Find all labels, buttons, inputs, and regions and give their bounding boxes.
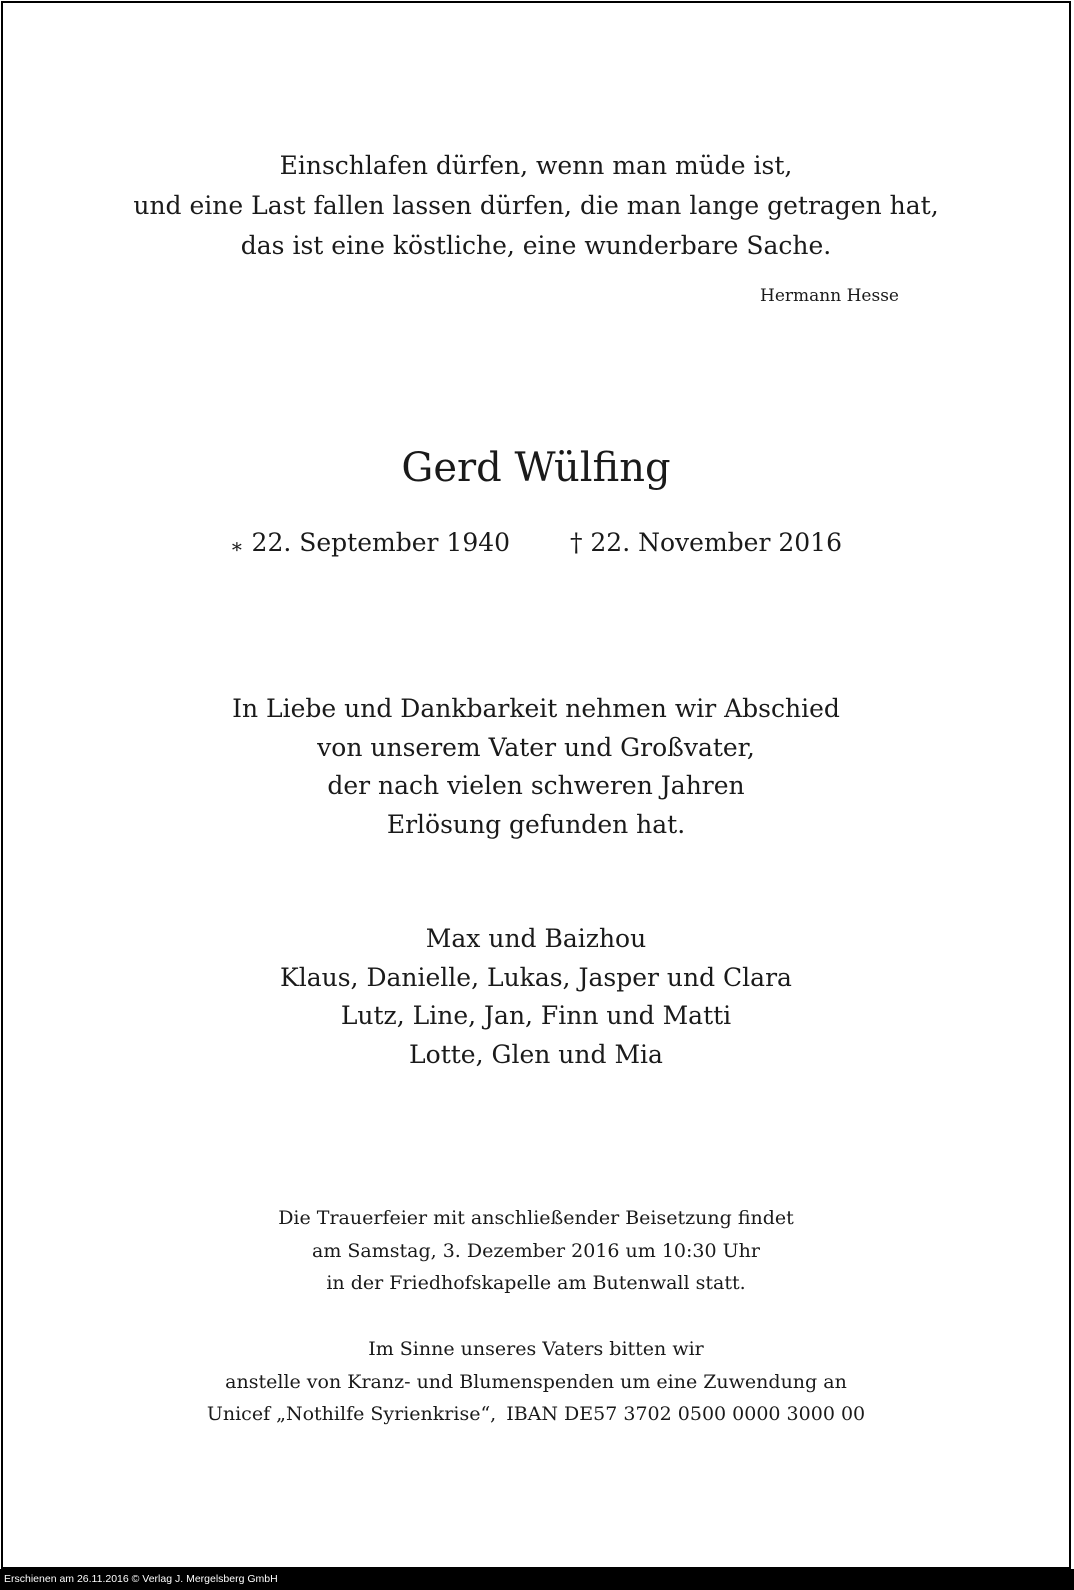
service-line-2: am Samstag, 3. Dezember 2016 um 10:30 Uhr xyxy=(312,1239,760,1262)
hesse-quote xyxy=(3,146,1069,266)
birth-symbol: ∗ xyxy=(230,534,244,558)
farewell-line-2: von unserem Vater und Großvater, xyxy=(317,732,755,762)
publication-footer: Erschienen am 26.11.2016 © Verlag J. Mergelsberg GmbH xyxy=(0,1569,1074,1590)
farewell-text xyxy=(3,690,1069,844)
donation-recipient: Unicef „Nothilfe Syrienkrise“, xyxy=(206,1403,497,1425)
mourners-line-2: Klaus, Danielle, Lukas, Jasper und Clara xyxy=(280,962,792,992)
funeral-service-info xyxy=(3,1202,1069,1300)
farewell-line-1: In Liebe und Dankbarkeit nehmen wir Abschied xyxy=(232,694,840,723)
quote-author: Hermann Hesse xyxy=(760,286,899,306)
donation-line-1: Im Sinne unseres Vaters bitten wir xyxy=(368,1338,704,1360)
service-line-1: Die Trauerfeier mit anschließender Beisetzung findet xyxy=(278,1207,794,1229)
death-date: 22. November 2016 xyxy=(590,528,842,557)
farewell-line-4: Erlösung gefunden hat. xyxy=(386,809,686,839)
mourners-line-1: Max und Baizhou xyxy=(425,924,647,953)
service-line-3: in der Friedhofskapelle am Butenwall statt. xyxy=(326,1272,746,1294)
quote-line-2: und eine Last fallen lassen dürfen, die man lange getragen hat, xyxy=(133,191,939,220)
donation-line-3 xyxy=(3,1398,1069,1431)
death-symbol: † xyxy=(569,528,583,557)
mourners-line-4: Lotte, Glen und Mia xyxy=(409,1039,663,1069)
donation-line-2: anstelle von Kranz- und Blumenspenden um eine Zuwendung an xyxy=(225,1370,847,1393)
farewell-line-3: der nach vielen schweren Jahren xyxy=(327,771,745,800)
donation-iban: IBAN DE57 3702 0500 0000 3000 00 xyxy=(506,1403,866,1425)
mourners-line-3: Lutz, Line, Jan, Finn und Matti xyxy=(340,1001,732,1030)
obituary-notice xyxy=(1,1,1071,1569)
quote-line-1: Einschlafen dürfen, wenn man müde ist, xyxy=(279,151,793,180)
deceased-name: Gerd Wülfing xyxy=(401,445,671,491)
quote-line-3: das ist eine köstliche, eine wunderbare Sache. xyxy=(240,231,832,260)
birth-date: 22. September 1940 xyxy=(251,528,511,557)
life-dates xyxy=(3,526,1069,563)
donation-request xyxy=(3,1333,1069,1431)
mourners-list xyxy=(3,920,1069,1074)
